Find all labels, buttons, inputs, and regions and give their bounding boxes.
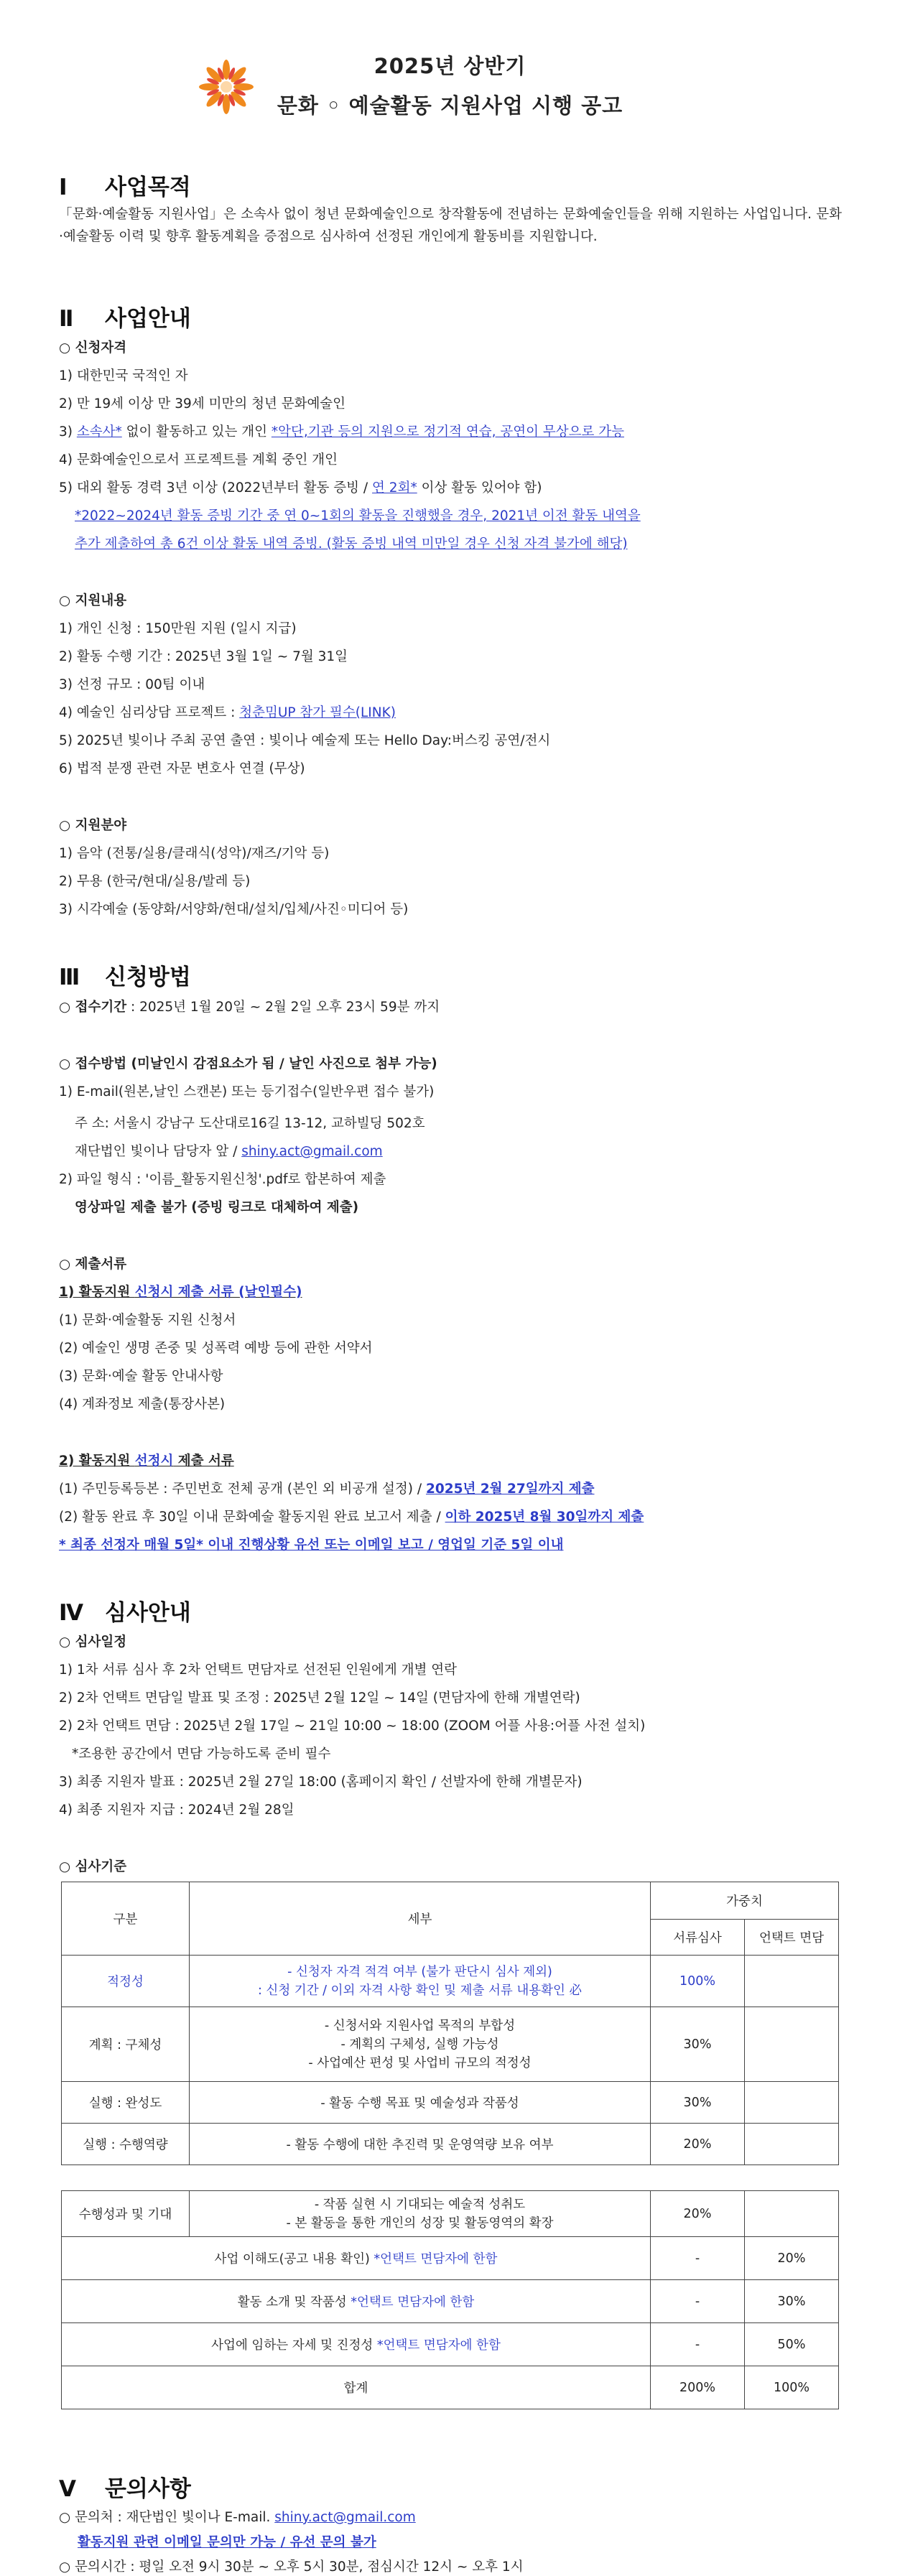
section-1-heading: Ⅰ 사업목적 <box>59 175 191 200</box>
document-item: (2) 활동 완료 후 30일 이내 문화예술 활동지원 완료 보고서 제출 / 이하 2025년 8월 30일까지 제출 <box>59 1510 644 1525</box>
recipient: 재단법인 빛이나 담당자 앞 / shiny.act@gmail.com <box>75 1144 383 1159</box>
col-document-review: 서류심사 <box>651 1920 745 1956</box>
application-period: ○ 접수기간 : 2025년 1월 20일 ~ 2월 2일 오후 23시 59분 까지 <box>59 1000 440 1015</box>
method-item: 2) 파일 형식 : '이름_활동지원신청'.pdf로 합본하여 제출 <box>59 1172 386 1187</box>
support-item: 1) 개인 신청 : 150만원 지원 (일시 지급) <box>59 621 297 636</box>
eligibility-item: 5) 대외 활동 경력 3년 이상 (2022년부터 활동 증빙 / 연 2회* 이상 활동 있어야 함) <box>59 480 542 496</box>
table-row: 사업에 임하는 자세 및 진정성 *언택트 면담자에 한함 - 50% <box>62 2323 839 2366</box>
col-weight: 가중치 <box>651 1882 839 1920</box>
col-division: 구분 <box>62 1882 190 1956</box>
section-4-heading: Ⅳ 심사안내 <box>59 1600 191 1626</box>
schedule-item: 2) 2차 언택트 면담일 발표 및 조정 : 2025년 2월 12일 ~ 14일 (면담자에 한해 개별연락) <box>59 1691 580 1706</box>
table-row: 실행 : 완성도 - 활동 수행 목표 및 예술성과 작품성 30% <box>62 2082 839 2124</box>
support-item: 3) 선정 규모 : 00팀 이내 <box>59 677 205 692</box>
table-row: 적정성 - 신청자 자격 적격 여부 (불가 판단시 심사 제외) : 신청 기간 / 이외 자격 사항 확인 및 제출 서류 내용확인 必 100% <box>62 1956 839 2007</box>
section-2-heading: Ⅱ 사업안내 <box>59 306 191 332</box>
application-docs-title: 1) 활동지원 신청시 제출 서류 (날인필수) <box>59 1285 302 1300</box>
support-item: 5) 2025년 빛이나 주최 공연 출연 : 빛이나 예술제 또는 Hello Day:버스킹 공연/전시 <box>59 733 551 748</box>
document-item: (3) 문화·예술 활동 안내사항 <box>59 1369 223 1384</box>
mailing-address: 주 소: 서울시 강남구 도산대로16길 13-12, 교하빌딩 502호 <box>75 1116 425 1131</box>
criteria-table-2 <box>61 2190 839 2409</box>
table-row: 실행 : 수행역량 - 활동 수행에 대한 추진력 및 운영역량 보유 여부 20% <box>62 2124 839 2165</box>
schedule-item: 3) 최종 지원자 발표 : 2025년 2월 27일 18:00 (홈페이지 확인 / 선발자에 한해 개별문자) <box>59 1775 583 1790</box>
support-item: 6) 법적 분쟁 관련 자문 변호사 연결 (무상) <box>59 761 305 776</box>
method-item: 1) E-mail(원본,날인 스캔본) 또는 등기접수(일반우편 접수 불가) <box>59 1084 435 1099</box>
eligibility-heading: ○ 신청자격 <box>59 340 127 355</box>
support-heading: ○ 지원내용 <box>59 593 127 608</box>
title-line-1: 2025년 상반기 <box>374 54 526 78</box>
schedule-heading: ○ 심사일정 <box>59 1635 127 1650</box>
table-row: 활동 소개 및 작품성 *언택트 면담자에 한함 - 30% <box>62 2280 839 2323</box>
eligibility-item: 1) 대한민국 국적인 자 <box>59 368 188 383</box>
schedule-item: 2) 2차 언택트 면담 : 2025년 2월 17일 ~ 21일 10:00 ~ 18:00 (ZOOM 어플 사용:어플 사전 설치) <box>59 1719 646 1734</box>
agency-footnote-link[interactable]: 소속사* <box>76 424 122 440</box>
table-row: 계획 : 구체성 - 신청서와 지원사업 목적의 부합성 - 계획의 구체성, 실행 가능성 - 사업예산 편성 및 사업비 규모의 적정성 30% <box>62 2007 839 2082</box>
document-item: (1) 주민등록등본 : 주민번호 전체 공개 (본인 외 비공개 설정) / 2025년 2월 27일까지 제출 <box>59 1482 595 1497</box>
eligibility-item: 4) 문화예술인으로서 프로젝트를 계획 중인 개인 <box>59 452 338 468</box>
support-item: 2) 활동 수행 기간 : 2025년 3월 1일 ~ 7월 31일 <box>59 649 348 664</box>
method-heading: ○ 접수방법 (미날인시 감점요소가 됨 / 날인 사진으로 첨부 가능) <box>59 1056 437 1071</box>
selection-note: * 최종 선정자 매월 5일* 이내 진행상황 유선 또는 이메일 보고 / 영업일 기준 5일 이내 <box>59 1538 564 1553</box>
contact-item: ○ 문의처 : 재단법인 빛이나 E-mail. shiny.act@gmail.com <box>59 2510 416 2525</box>
eligibility-item: 3) 소속사* 없이 활동하고 있는 개인 *악단,기관 등의 지원으로 정기적 연습, 공연이 무상으로 가능 <box>59 424 624 440</box>
table-row: 사업 이해도(공고 내용 확인) *언택트 면담자에 한함 - 20% <box>62 2237 839 2280</box>
method-note: 영상파일 제출 불가 (증빙 링크로 대체하여 제출) <box>75 1200 359 1215</box>
col-detail: 세부 <box>190 1882 651 1956</box>
table-row: 수행성과 및 기대 - 작품 실현 시 기대되는 예술적 성취도 - 본 활동을 통한 개인의 성장 및 활동영역의 확장 20% <box>62 2191 839 2237</box>
selection-docs-title: 2) 활동지원 선정시 제출 서류 <box>59 1454 234 1469</box>
criteria-table <box>61 1882 839 2165</box>
schedule-item: 1) 1차 서류 심사 후 2차 언택트 면담자로 선전된 인원에게 개별 연락 <box>59 1663 457 1678</box>
section-5-heading: Ⅴ 문의사항 <box>59 2476 191 2502</box>
documents-heading: ○ 제출서류 <box>59 1257 127 1272</box>
support-item: 4) 예술인 심리상담 프로젝트 : 청춘밈UP 참가 필수(LINK) <box>59 705 396 720</box>
contact-note: 활동지원 관련 이메일 문의만 가능 / 유선 문의 불가 <box>78 2535 376 2550</box>
section-3-heading: Ⅲ 신청방법 <box>59 964 191 990</box>
document-item: (2) 예술인 생명 존중 및 성폭력 예방 등에 관한 서약서 <box>59 1341 373 1356</box>
twice-yearly-link[interactable]: 연 2회* <box>372 480 417 496</box>
eligibility-footnote: *2022~2024년 활동 증빙 기간 중 연 0~1회의 활동을 진행했을 경우, 2021년 이전 활동 내역을 <box>75 508 641 524</box>
field-heading: ○ 지원분야 <box>59 818 127 833</box>
email-link[interactable]: shiny.act@gmail.com <box>241 1144 383 1159</box>
contact-email-link[interactable]: shiny.act@gmail.com <box>274 2510 416 2525</box>
criteria-heading: ○ 심사기준 <box>59 1859 127 1874</box>
contact-hours: ○ 문의시간 : 평일 오전 9시 30분 ~ 오후 5시 30분, 점심시간 12시 ~ 오후 1시 <box>59 2559 524 2575</box>
title-line-2: 문화 ◦ 예술활동 지원사업 시행 공고 <box>277 93 623 118</box>
schedule-note: *조용한 공간에서 면담 가능하도록 준비 필수 <box>72 1747 331 1762</box>
page-title <box>0 50 900 119</box>
field-item: 2) 무용 (한국/현대/실용/발레 등) <box>59 874 251 889</box>
document-item: (1) 문화·예술활동 지원 신청서 <box>59 1313 236 1328</box>
agency-footnote-note: *악단,기관 등의 지원으로 정기적 연습, 공연이 무상으로 가능 <box>271 424 624 440</box>
section-1-body: 「문화·예술활동 지원사업」은 소속사 없이 청년 문화예술인으로 창작활동에 전념하는 문화예술인들을 위해 지원하는 사업입니다. 문화·예술활동 이력 및 향후 활동계획을 증점으로 심사하여 선정된 개인에게 활동비를 지원합니다. <box>59 207 842 244</box>
field-item: 3) 시각예술 (동양화/서양화/현대/설치/입체/사진◦미디어 등) <box>59 902 409 917</box>
eligibility-item: 2) 만 19세 이상 만 39세 미만의 청년 문화예술인 <box>59 396 346 411</box>
document-item: (4) 계좌정보 제출(통장사본) <box>59 1397 226 1412</box>
schedule-item: 4) 최종 지원자 지급 : 2024년 2월 28일 <box>59 1803 294 1818</box>
field-item: 1) 음악 (전통/실용/클래식(성악)/재즈/기악 등) <box>59 846 330 861</box>
table-total-row: 합계 200% 100% <box>62 2366 839 2409</box>
eligibility-footnote: 추가 제출하여 총 6건 이상 활동 내역 증빙. (활동 증빙 내역 미만일 경우 신청 자격 불가에 해당) <box>75 536 628 552</box>
counseling-project-link[interactable]: 청춘밈UP 참가 필수(LINK) <box>239 705 396 720</box>
col-untact-interview: 언택트 면담 <box>745 1920 839 1956</box>
